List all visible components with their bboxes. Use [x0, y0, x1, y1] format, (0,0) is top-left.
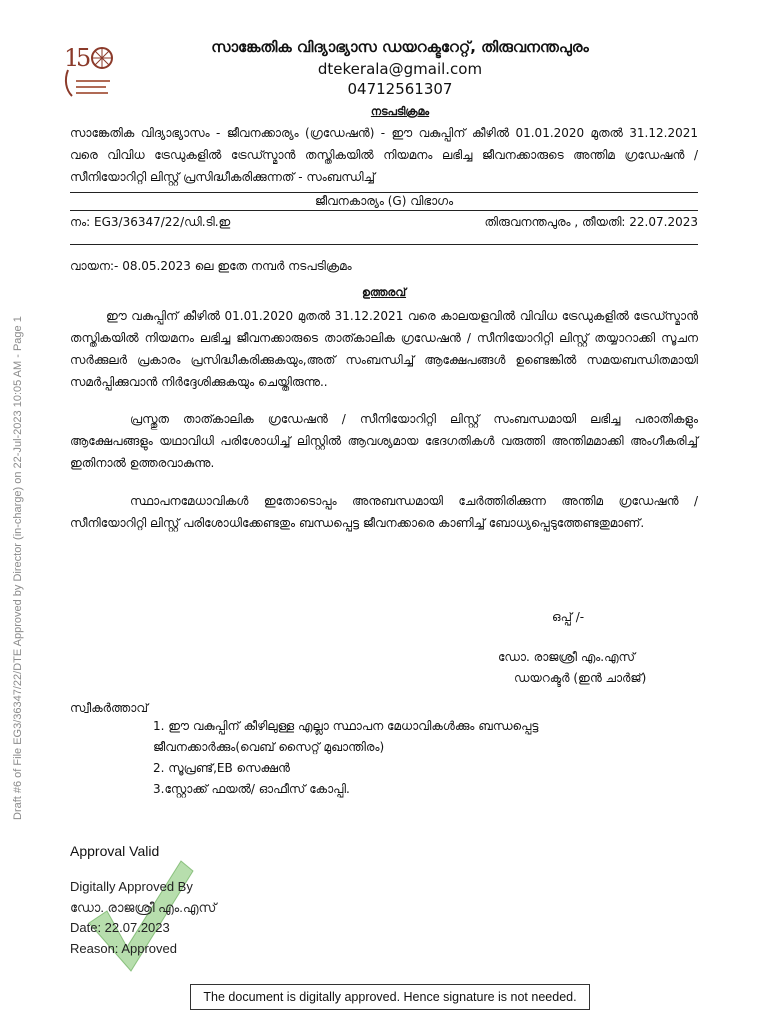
order-paragraph: സ്ഥാപനമേധാവികൾ ഇതോടൊപ്പം അനുബന്ധമായി ചേർത്തിരിക്കുന്ന അന്തിമ ഗ്രഡേഷൻ / സീനിയോറിറ്റി ലിസ്റ്റ് പരിശോധിക്കേണ്ടതും ബന്ധപ്പെട്ട ജീവനക്കാരെ കാണിച്ച് ബോധ്യപ്പെടുത്തേണ്ടതുമാണ്.: [70, 494, 698, 530]
recipients-list: [153, 716, 633, 800]
place-date: തിരുവനന്തപുരം , തീയതി: 22.07.2023: [484, 215, 698, 229]
subject-text: സാങ്കേതിക വിദ്യാഭ്യാസം - ജീവനക്കാര്യം (ഗ്രഡേഷൻ) - ഈ വകുപ്പിന് കീഴിൽ 01.01.2020 മുതൽ 31.12.2021 വരെ വിവിധ ട്രേഡുകളിൽ ട്രേഡ്സ്മാൻ തസ്തികയിൽ നിയമനം ലഭിച്ച ജീവനക്കാരുടെ അന്തിമ ഗ്രഡേഷൻ / സീനിയോറിറ്റി ലിസ്റ്റ് പ്രസിദ്ധീകരിക്കുന്നത് - സംബന്ധിച്ച്: [70, 126, 698, 184]
digital-approval-block: [70, 877, 216, 959]
read-reference: വായന:- 08.05.2023 ലെ ഇതേ നമ്പർ നടപടിക്രമം: [70, 259, 352, 273]
order-title: ഉത്തരവ്: [361, 286, 407, 299]
svg-text:1: 1: [64, 44, 80, 72]
list-item: ജീവനക്കാർക്കും(വെബ് സൈറ്റ് മുഖാന്തിരം): [153, 740, 385, 754]
document-type-title: നടപടിക്രമം: [370, 105, 430, 118]
digital-approval-notice: The document is digitally approved. Hence signature is not needed.: [190, 984, 590, 1010]
divider: [70, 192, 698, 193]
svg-text:5: 5: [76, 44, 92, 72]
signatory-designation: ഡയറക്ടർ (ഇൻ ചാർജ്): [514, 671, 647, 685]
org-phone: 04712561307: [347, 80, 453, 98]
org-email: dtekerala@gmail.com: [317, 60, 483, 78]
approved-by-label: Digitally Approved By: [70, 879, 193, 894]
divider: [70, 210, 698, 211]
order-paragraph: പ്രസ്തുത താത്കാലിക ഗ്രഡേഷൻ / സീനിയോറിറ്റി ലിസ്റ്റ് സംബന്ധമായി ലഭിച്ച പരാതികളും ആക്ഷേപങ്ങളും യഥാവിധി പരിശോധിച്ച് ലിസ്റ്റിൽ ആവശ്യമായ ഭേദഗതികൾ വരുത്തി അന്തിമമാക്കി അംഗീകരിച്ച് ഇതിനാൽ ഉത്തരവാകുന്നു.: [70, 412, 698, 470]
signed-mark: ഒപ്പ് /-: [552, 610, 585, 624]
order-paragraph: ഈ വകുപ്പിന് കീഴിൽ 01.01.2020 മുതൽ 31.12.2021 വരെ കാലയളവിൽ വിവിധ ട്രേഡുകളിൽ ട്രേഡ്സ്മാൻ തസ്തികയിൽ നിയമനം ലഭിച്ച ജീവനക്കാരുടെ താത്കാലിക ഗ്രഡേഷൻ / സീനിയോറിറ്റി ലിസ്റ്റ് തയ്യാറാക്കി സൂചന സർക്കുലർ പ്രകാരം പ്രസിദ്ധീകരിക്കുകയും,അത് സംബന്ധിച്ച് ആക്ഷേപങ്ങൾ ഉണ്ടെങ്കിൽ സമയബന്ധിതമായി സമർപ്പിക്കുവാൻ നിർദ്ദേശിക്കുകയും ചെയ്തിരുന്നു..: [70, 309, 698, 389]
approval-date: Date: 22.07.2023: [70, 920, 170, 935]
approval-valid-label: Approval Valid: [70, 843, 160, 859]
emblem-logo-icon: [62, 40, 120, 102]
file-draft-note: Draft #6 of File EG3/36347/22/DTE Approved by Director (in-charge) on 22-Jul-2023 10:05 AM - Page 1: [12, 316, 24, 820]
list-item: 2. സൂപ്രണ്ട്,EB സെക്ഷൻ: [153, 761, 290, 775]
org-name: സാങ്കേതിക വിദ്യാഭ്യാസ ഡയറക്ടറേറ്റ്, തിരുവനന്തപുരം: [211, 38, 589, 56]
approval-reason: Reason: Approved: [70, 940, 177, 956]
list-item: 1. ഈ വകുപ്പിന് കീഴിലുള്ള എല്ലാ സ്ഥാപന മേധാവികൾക്കും ബന്ധപ്പെട്ട: [153, 719, 539, 733]
signatory-name: ഡോ. രാജശ്രീ എം.എസ്: [498, 650, 636, 664]
recipients-title: സ്വീകർത്താവ്: [70, 701, 148, 715]
section-name: ജീവനകാര്യം (G) വിഭാഗം: [314, 194, 454, 208]
divider: [70, 244, 698, 245]
list-item: 3.സ്റ്റോക്ക് ഫയൽ/ ഓഫീസ് കോപ്പി.: [153, 782, 350, 796]
approver-name: ഡോ. രാജശ്രീ എം.എസ്: [70, 899, 217, 915]
reference-number: നം: EG3/36347/22/ഡി.ടി.ഇ: [70, 215, 231, 229]
